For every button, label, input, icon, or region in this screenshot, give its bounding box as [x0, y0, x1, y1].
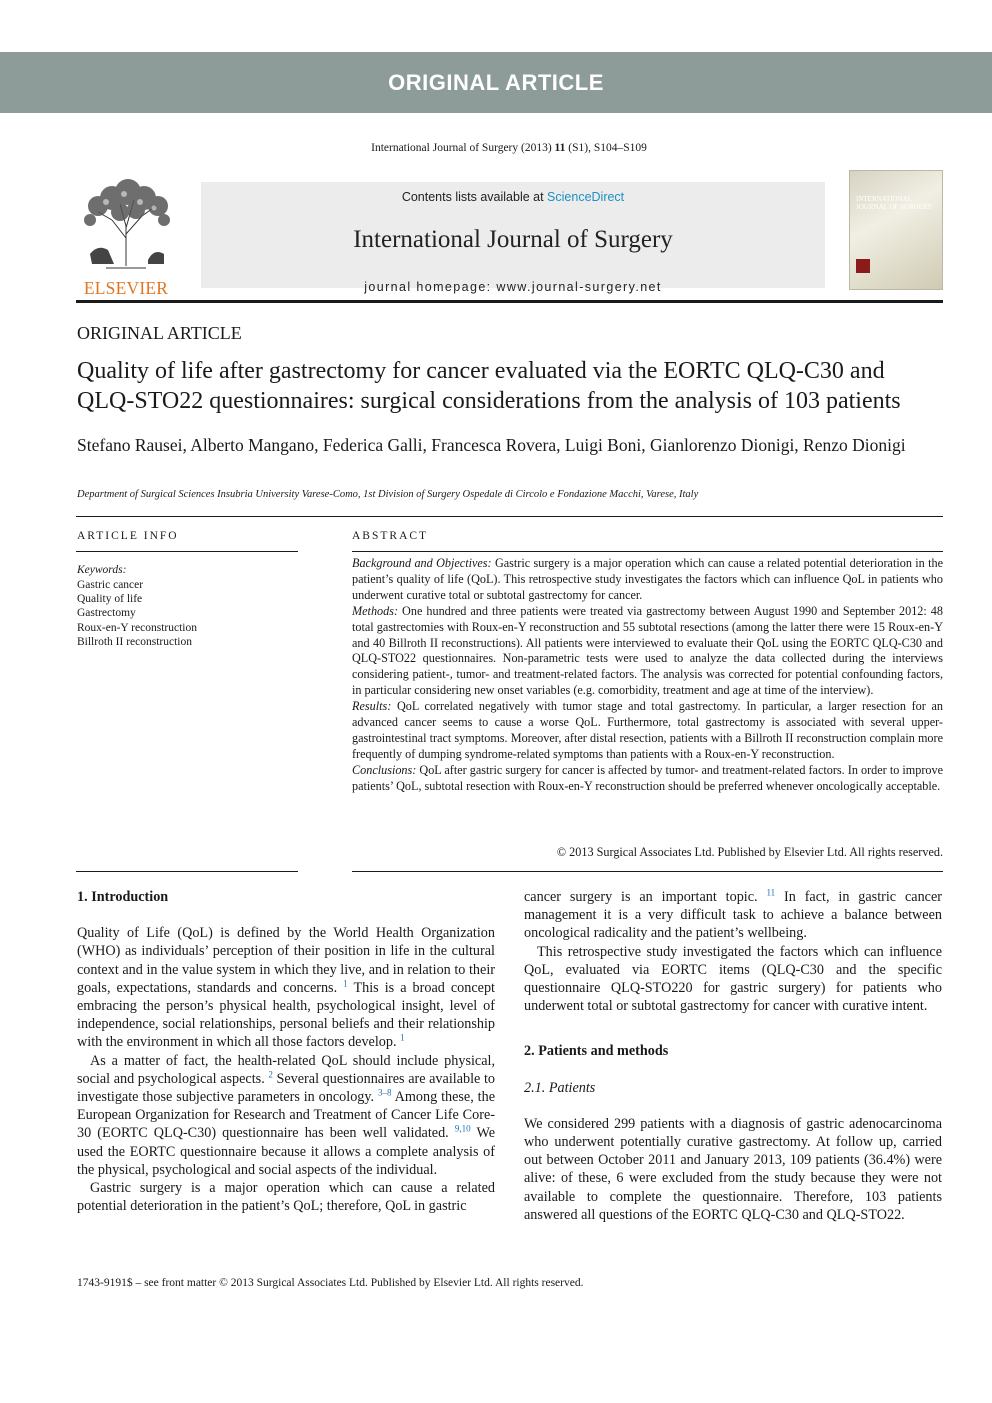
reference-link[interactable]: 3–8 [378, 1087, 392, 1098]
reference-link[interactable]: 1 [400, 1032, 405, 1043]
keyword-item: Gastrectomy [77, 607, 136, 620]
body-column-left [77, 888, 495, 1215]
reference-link[interactable]: 9,10 [454, 1123, 471, 1134]
intro-paragraph-4: This retrospective study investigated the factors which can influence QoL, evaluated via EORTC items (QLQ-C30 and the specific questionnaire QLQ-STO220 for gastric surgery) for patients who underwent total or subtotal gastrectomy for cancer with curative intent. [524, 943, 942, 1015]
journal-name: International Journal of Surgery [353, 226, 673, 253]
intro-paragraph-3: Gastric surgery is a major operation which can cause a related potential deterioration in the patient’s QoL; therefore, QoL in gastric [77, 1180, 495, 1215]
text-run: cancer surgery is an important topic. [524, 889, 767, 905]
cover-badge [856, 259, 870, 273]
article-title: Quality of life after gastrectomy for cancer evaluated via the EORTC QLQ-C30 and QLQ-STO22 questionnaires: surgical considerations from the analysis of 103 patients [77, 358, 901, 414]
keywords-label: Keywords: [77, 564, 127, 576]
journal-cover-thumbnail[interactable] [849, 170, 943, 290]
reference-link[interactable]: 11 [766, 887, 776, 898]
header-divider [76, 300, 943, 303]
page-footer: 1743-9191$ – see front matter © 2013 Surgical Associates Ltd. Published by Elsevier Ltd. All rights reserved. [77, 1277, 584, 1289]
intro-paragraph-3-continued [524, 888, 942, 943]
abstract-heading: ABSTRACT [352, 530, 429, 542]
reference-link[interactable]: 1 [343, 978, 348, 989]
body-column-right [524, 888, 942, 1224]
banner-text: ORIGINAL ARTICLE [388, 69, 604, 95]
abstract-results [352, 699, 943, 763]
article-type-label: ORIGINAL ARTICLE [77, 323, 242, 343]
intro-paragraph-1 [77, 924, 495, 1051]
citation-suffix: (S1), S104–S109 [565, 142, 647, 154]
citation-volume: 11 [554, 142, 566, 154]
journal-header [76, 170, 943, 298]
contents-prefix: Contents lists available at [401, 190, 548, 204]
subsection-heading-patients: 2.1. Patients [524, 1079, 596, 1096]
citation-prefix: International Journal of Surgery (2013) [371, 142, 555, 154]
abstract-conclusions-label: Conclusions: [352, 762, 417, 777]
keyword-item: Billroth II reconstruction [77, 635, 192, 648]
article-info-bottom-divider [76, 871, 298, 872]
cover-title: INTERNATIONAL JOURNAL OF SURGERY [856, 195, 933, 211]
abstract-body [352, 556, 943, 795]
text-run: In fact, in gastric cancer management it is a very difficult task to achieve a balance between oncological radicality and the patient’s wellbeing. [524, 889, 942, 942]
abstract-bottom-divider [352, 871, 943, 872]
abstract-methods [352, 604, 943, 699]
abstract-results-text: QoL correlated negatively with tumor stage and total gastrectomy. In particular, a larger resection for an advanced cancer seems to cause a worse QoL. Furthermore, total gastrectomy is associated with several upper-gastrointestinal tract symptoms. Moreover, after distal resection, patients with a Billroth II reconstruction complain more frequently of dumping syndrome-related symptoms than patients with a Roux-en-Y reconstruction. [352, 699, 943, 761]
abstract-background-label: Background and Objectives: [352, 556, 492, 570]
text-run: Among these, the European Organization for Research and Treatment of Cancer Life Core-30 (EORTC QLQ-C30) questionnaire has been well validated. [77, 1089, 495, 1142]
abstract-conclusions [352, 763, 943, 795]
article-info-divider [76, 551, 298, 552]
abstract-background [352, 556, 943, 604]
abstract-results-label: Results: [352, 699, 392, 714]
journal-homepage-link[interactable]: journal homepage: www.journal-surgery.net [364, 280, 662, 294]
article-affiliation: Department of Surgical Sciences Insubria University Varese-Como, 1st Division of Surgery Ospedale di Circolo e Fondazione Macchi, Varese, Italy [77, 489, 699, 500]
text-run: Several questionnaires are available to investigate those subjective parameters in oncology. [77, 1070, 495, 1106]
text-run: We used the EORTC questionnaire because it allows a complete analysis of the physical, psychological and social aspects of the individual. [77, 1125, 496, 1178]
sciencedirect-link[interactable]: ScienceDirect [547, 190, 625, 204]
patients-paragraph: We considered 299 patients with a diagnosis of gastric adenocarcinoma who underwent potentially curative gastrectomy. At follow up, carried out between October 2011 and January 2013, 109 patients (36.4%) were alive: of these, 6 were excluded from the study because they were not available to complete the questionnaire. Therefore, 103 patients answered all questions of the EORTC QLQ-C30 and QLQ-STO22. [524, 1115, 942, 1223]
abstract-copyright: © 2013 Surgical Associates Ltd. Published by Elsevier Ltd. All rights reserved. [556, 845, 943, 859]
article-type-banner [0, 52, 992, 113]
contents-lists-line [201, 190, 825, 204]
section-heading-introduction: 1. Introduction [77, 889, 169, 905]
text-run: Quality of Life (QoL) is defined by the World Health Organization (WHO) as individuals’ perception of their position in life in the cultural context and in the value system in which they live, and in relation to their goals, expectations, standards and concerns. [77, 925, 495, 996]
article-info-heading: ARTICLE INFO [77, 530, 179, 542]
article-authors: Stefano Rausei, Alberto Mangano, Federica Galli, Francesca Rovera, Luigi Boni, Gianlorenzo Dionigi, Renzo Dionigi [77, 435, 906, 455]
keyword-item: Roux-en-Y reconstruction [77, 621, 197, 634]
intro-paragraph-2 [77, 1052, 495, 1179]
elsevier-tree-icon [76, 176, 176, 272]
abstract-methods-label: Methods: [352, 603, 399, 618]
abstract-divider [352, 551, 943, 552]
abstract-conclusions-text: QoL after gastric surgery for cancer is affected by tumor- and treatment-related factors. In order to improve patients’ QoL, subtotal resection with Roux-en-Y reconstruction should be preferred whenever oncologically acceptable. [352, 762, 943, 793]
elsevier-logo[interactable] [76, 176, 176, 298]
elsevier-wordmark: ELSEVIER [83, 278, 169, 298]
text-run: As a matter of fact, the health-related QoL should include physical, social and psychological aspects. [77, 1052, 495, 1087]
title-divider [76, 516, 943, 517]
keyword-item: Gastric cancer [77, 579, 144, 591]
keywords-list [77, 578, 197, 649]
abstract-background-text: Gastric surgery is a major operation which can cause a related potential deterioration in the patient’s quality of life (QoL). This retrospective study investigates the factors which can influence QoL in patients who underwent curative total or subtotal gastrectomy for cancer. [352, 556, 943, 602]
reference-link[interactable]: 2 [268, 1069, 273, 1080]
text-run: This is a broad concept embracing the person’s physical health, psychological insight, level of independence, social relationships, personal beliefs and their relationship with the environment in which all those factors develop. [77, 979, 495, 1051]
section-heading-methods: 2. Patients and methods [524, 1043, 669, 1060]
journal-info-box [201, 182, 825, 294]
abstract-methods-text: One hundred and three patients were treated via gastrectomy between August 1990 and September 2012: 48 total gastrectomies with Roux-en-Y reconstruction and 55 subtotal resections (among the latter there were 15 Roux-en-Y and 40 Billroth II reconstructions). All patients were interviewed to evaluate their QoL using the EORTC QLQ-C30 and QLQ-STO22 questionnaires. Non-parametric tests were used to analyze the data collected during the interviews considering patient-, tumor- and treatment-related factors. The analysis was corrected for potential confounding factors, in particular considering new onset variables (e.g. comorbidity, treatment and age at time of the interview). [352, 603, 943, 698]
keyword-item: Quality of life [77, 593, 143, 606]
journal-citation [0, 142, 992, 154]
